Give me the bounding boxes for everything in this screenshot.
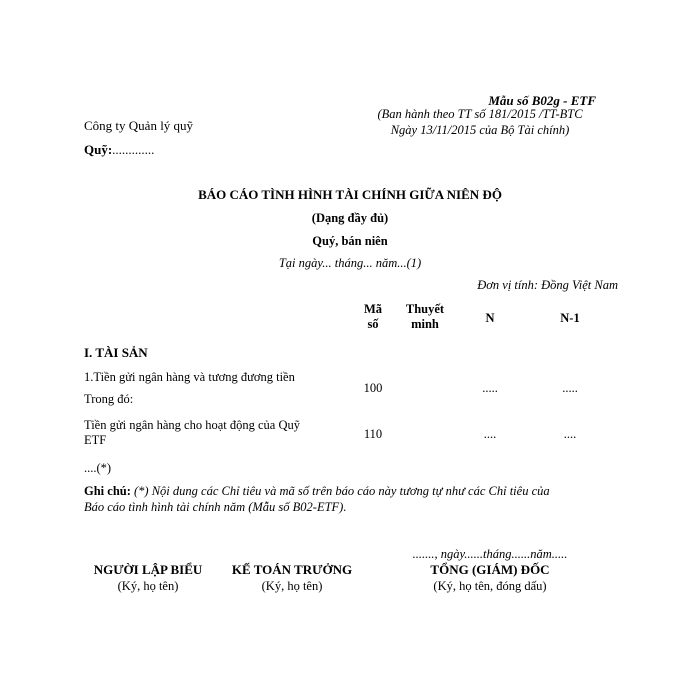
fund-line [84,142,154,158]
accountant-sub: (Ký, họ tên) [261,579,323,593]
row-2-label-cont: ETF [84,433,107,447]
fund-value: ............. [112,142,155,157]
note-label: Ghi chú: [84,484,131,498]
company-name: Công ty Quản lý quỹ [84,118,194,133]
col-note-line-1: Thuyết [405,302,445,316]
row-1-code: 100 [363,381,383,395]
form-type: (Dạng đầy đủ) [311,211,389,225]
preparer-title: NGƯỜI LẬP BIỂU [93,562,203,577]
col-n-header: N [485,311,495,325]
director-title: TỔNG (GIÁM) ĐỐC [430,562,550,577]
note-text-1: (*) Nội dung các Chỉ tiêu và mã số trên báo cáo này tương tự như các Chỉ tiêu của [134,484,550,498]
currency-unit: Đơn vị tính: Đồng Việt Nam [477,278,618,292]
issued-by-line-1: (Ban hành theo TT số 181/2015 /TT-BTC [377,107,583,121]
fund-label: Quỹ: [84,142,113,157]
preparer-sub: (Ký, họ tên) [117,579,179,593]
director-sub: (Ký, họ tên, đóng dấu) [433,579,547,593]
report-date: Tại ngày... tháng... năm...(1) [278,256,422,270]
issued-by-line-2: Ngày 13/11/2015 của Bộ Tài chính) [390,123,570,137]
col-code-line-2: số [367,317,379,331]
note-text-2: Báo cáo tình hình tài chính năm (Mẫu số B02-ETF). [84,500,347,514]
col-n1-header: N-1 [560,311,580,325]
row-1-n: ..... [482,381,498,395]
row-2-code: 110 [363,427,383,441]
accountant-title: KẾ TOÁN TRƯỞNG [231,562,353,577]
col-note-line-2: minh [411,317,439,331]
report-title: BÁO CÁO TÌNH HÌNH TÀI CHÍNH GIỮA NIÊN ĐỘ [198,187,502,202]
note-line-1 [84,484,624,499]
signature-date: ......., ngày......tháng......năm..... [412,547,568,561]
section-assets: I. TÀI SẢN [84,345,148,360]
col-note-header [395,302,455,332]
col-code-line-1: Mã [363,302,383,316]
row-1-label: 1.Tiền gửi ngân hàng và tương đương tiền [84,370,295,384]
row-2-n: .... [483,427,497,441]
col-code-header [355,302,391,332]
more-rows: ....(*) [84,461,112,475]
report-period: Quý, bán niên [312,234,388,248]
row-2-n1: .... [563,427,577,441]
row-1-n1: ..... [562,381,578,395]
form-number: Mẫu số B02g - ETF [488,93,596,108]
row-2-label: Tiền gửi ngân hàng cho hoạt động của Quỹ [84,418,301,432]
row-1-sub: Trong đó: [84,392,134,406]
